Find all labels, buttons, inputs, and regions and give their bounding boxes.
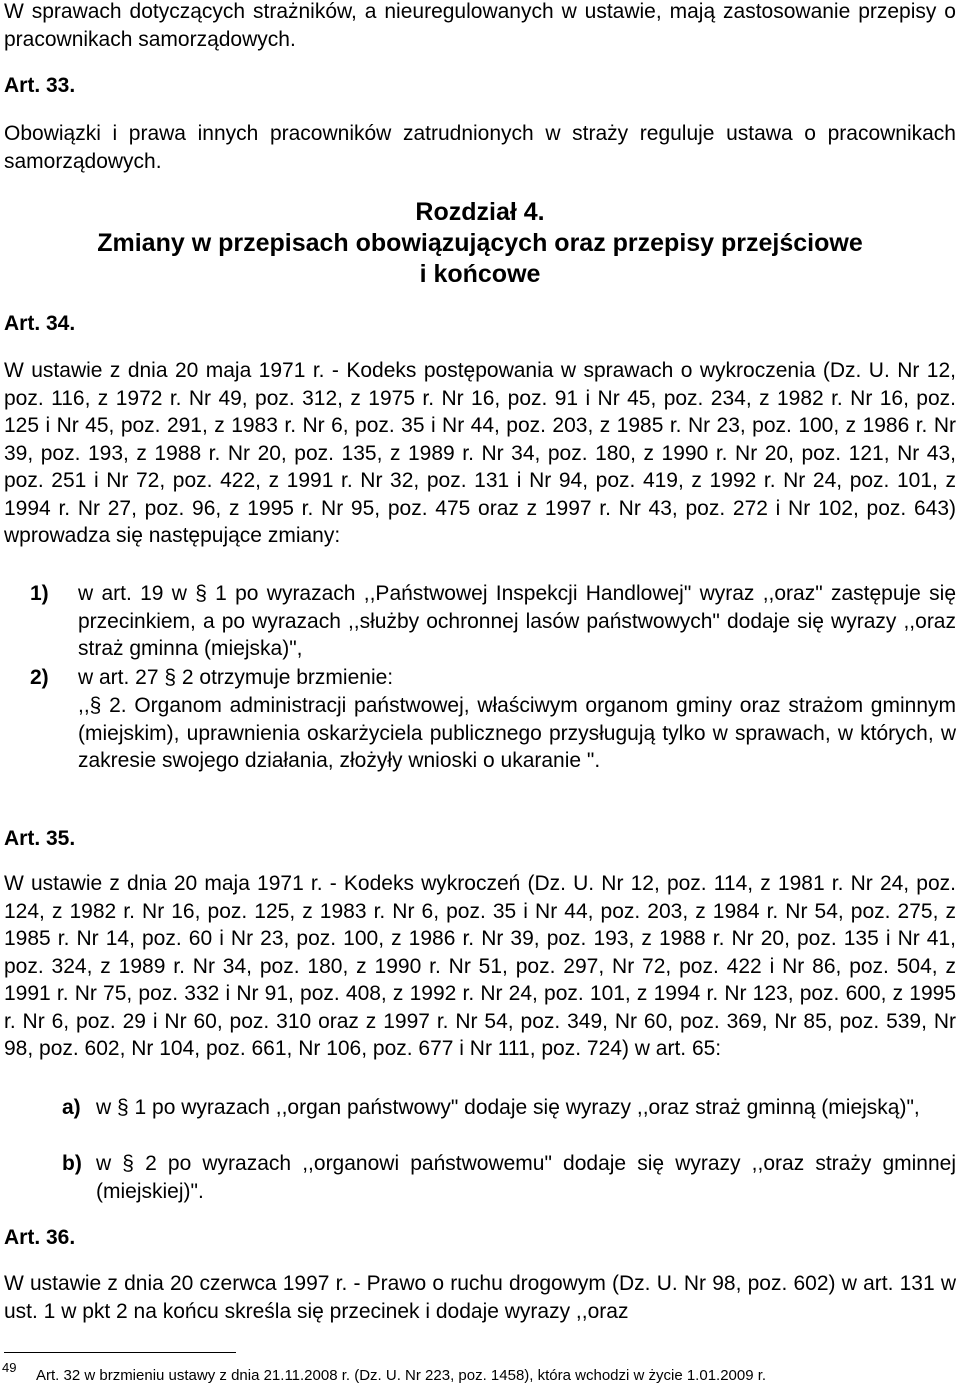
footnote-divider <box>4 1352 236 1353</box>
footnote-text: Art. 32 w brzmieniu ustawy z dnia 21.11.2008 r. (Dz. U. Nr 223, poz. 1458), która wchodzi w życie 1.01.2009 r. <box>36 1367 767 1384</box>
article-34-heading: Art. 34. <box>4 312 76 335</box>
article-33-heading: Art. 33. <box>4 74 76 97</box>
item-number: 1) <box>30 582 49 605</box>
intro-paragraph: W sprawach dotyczących strażników, a nieuregulowanych w ustawie, mają zastosowanie przepisy o pracownikach samorządowych. <box>4 0 956 51</box>
chapter-number: Rozdział 4. <box>415 198 545 226</box>
article-34-paragraph: W ustawie z dnia 20 maja 1971 r. - Kodeks postępowania w sprawach o wykroczenia (Dz. U. Nr 12, poz. 116, z 1972 r. Nr 49, poz. 312, z 1975 r. Nr 16, poz. 91 i Nr 45, poz. 234, z 1982 r. Nr 16, poz. 125 i Nr 45, poz. 291, z 1983 r. Nr 6, poz. 35 i Nr 44, poz. 203, z 1985 r. Nr 23, poz. 100, z 1986 r. Nr 39, poz. 193, z 1988 r. Nr 20, poz. 135, z 1989 r. Nr 34, poz. 180, z 1990 r. Nr 20, poz. 121, Nr 43, poz. 251 i Nr 72, poz. 422, z 1991 r. Nr 32, poz. 131 i Nr 94, poz. 419, z 1992 r. Nr 24, poz. 101, z 1994 r. Nr 27, poz. 96, z 1995 r. Nr 95, poz. 475 oraz z 1997 r. Nr 43, poz. 272 i Nr 102, poz. 643) wprowadza się następujące zmiany: <box>4 359 956 547</box>
article-34-quoted-text: ,,§ 2. Organom administracji państwowej, właściwym organom gminy oraz strażom gminnym (miejskim), uprawnienia oskarżyciela publicznego przysługują tylko w sprawach, w których, w zakresie swojego działania, złożyły wnioski o ukaranie ". <box>78 694 956 772</box>
item-number: 2) <box>30 666 49 689</box>
item-text: w § 2 po wyrazach ,,organowi państwowemu" dodaje się wyrazy ,,oraz straży gminnej (miejskiej)". <box>96 1152 956 1203</box>
article-35-item-a <box>4 1094 956 1122</box>
item-letter: a) <box>62 1096 81 1119</box>
item-letter: b) <box>62 1152 82 1175</box>
chapter-title-line2: i końcowe <box>419 260 541 288</box>
item-text: w art. 19 w § 1 po wyrazach ,,Państwowej Inspekcji Handlowej" wyraz ,,oraz" zastępuje się przecinkiem, a po wyrazach ,,służby ochronnej lasów państwowych" dodaje się wyrazy ,,oraz straż gminna (miejska)", <box>78 582 956 660</box>
item-text: w art. 27 § 2 otrzymuje brzmienie: <box>78 666 394 689</box>
article-34-item-2 <box>4 664 956 692</box>
article-35-heading: Art. 35. <box>4 827 76 850</box>
article-36-heading: Art. 36. <box>4 1226 76 1249</box>
item-text: w § 1 po wyrazach ,,organ państwowy" dodaje się wyrazy ,,oraz straż gminną (miejską)", <box>96 1096 920 1119</box>
article-36-paragraph: W ustawie z dnia 20 czerwca 1997 r. - Prawo o ruchu drogowym (Dz. U. Nr 98, poz. 602) w art. 131 w ust. 1 w pkt 2 na końcu skreśla się przecinek i dodaje wyrazy ,,oraz <box>4 1272 956 1323</box>
chapter-title-line1: Zmiany w przepisach obowiązujących oraz przepisy przejściowe <box>97 229 863 257</box>
article-33-paragraph: Obowiązki i prawa innych pracowników zatrudnionych w straży reguluje ustawa o pracownikach samorządowych. <box>4 122 956 173</box>
footnote-number: 49 <box>2 1360 17 1375</box>
article-35-paragraph: W ustawie z dnia 20 maja 1971 r. - Kodeks wykroczeń (Dz. U. Nr 12, poz. 114, z 1981 r. Nr 24, poz. 124, z 1982 r. Nr 16, poz. 125, z 1983 r. Nr 6, poz. 35 i Nr 44, poz. 203, z 1984 r. Nr 54, poz. 275, z 1985 r. Nr 14, poz. 60 i Nr 23, poz. 100, z 1986 r. Nr 39, poz. 193, z 1988 r. Nr 20, poz. 135 i Nr 41, poz. 324, z 1989 r. Nr 34, poz. 180, z 1990 r. Nr 51, poz. 297, Nr 72, poz. 422 i Nr 86, poz. 504, z 1991 r. Nr 75, poz. 332 i Nr 91, poz. 408, z 1992 r. Nr 24, poz. 101, z 1994 r. Nr 123, poz. 600, z 1995 r. Nr 6, poz. 29 i Nr 60, poz. 310 oraz z 1997 r. Nr 54, poz. 349, Nr 60, poz. 369, Nr 85, poz. 539, Nr 98, poz. 602, Nr 104, poz. 661, Nr 106, poz. 677 i Nr 111, poz. 724) w art. 65: <box>4 872 956 1060</box>
article-35-item-b <box>4 1150 956 1205</box>
article-34-item-1 <box>4 580 956 663</box>
